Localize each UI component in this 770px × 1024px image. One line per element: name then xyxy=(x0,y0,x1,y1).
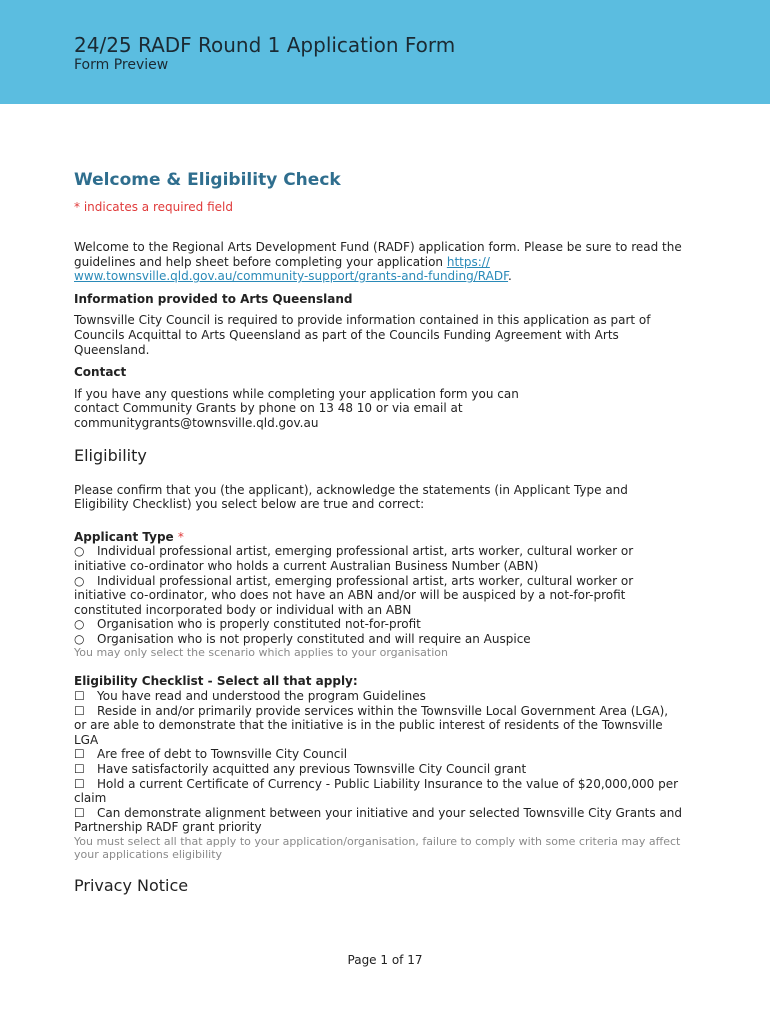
radio-icon[interactable]: ○ xyxy=(74,573,85,588)
radio-icon[interactable]: ○ xyxy=(74,544,85,559)
checklist-label: Eligibility Checklist - Select all that apply: xyxy=(74,674,358,689)
info-text: Townsville City Council is required to provide information contained in this application as part of Councils Acquittal to Arts Queensland as part of the Councils Funding Agreement with Arts Queensland. xyxy=(74,313,651,357)
required-star: * xyxy=(177,529,184,544)
page-number: Page 1 of 17 xyxy=(347,953,423,967)
checkbox-icon[interactable]: ☐ xyxy=(74,703,85,718)
applicant-type-option[interactable]: ○ Individual professional artist, emerging professional artist, arts worker, cultural worker or initiative co-ordinator, who does not have an ABN and/or will be auspiced by a not-for-profit constituted incorporated body or individual with an ABN xyxy=(74,573,634,617)
welcome-title: Welcome & Eligibility Check xyxy=(74,170,341,190)
header-banner xyxy=(0,0,770,104)
checklist-item[interactable]: ☐ Have satisfactorily acquitted any previous Townsville City Council grant xyxy=(74,762,527,777)
eligibility-intro: Please confirm that you (the applicant), acknowledge the statements (in Applicant Type and Eligibility Checklist) you select below are true and correct: xyxy=(74,482,628,512)
checklist-item[interactable]: ☐ Hold a current Certificate of Currency - Public Liability Insurance to the value of $20,000,000 per claim xyxy=(74,776,679,806)
checkbox-icon[interactable]: ☐ xyxy=(74,805,85,820)
checklist-options xyxy=(74,689,684,835)
checklist-item[interactable]: ☐ Can demonstrate alignment between your initiative and your selected Townsville City Grants and Partnership RADF grant priority xyxy=(74,805,683,835)
checkbox-icon[interactable]: ☐ xyxy=(74,747,85,762)
applicant-type-options xyxy=(74,544,684,646)
welcome-intro: Welcome to the Regional Arts Development Fund (RADF) application form. Please be sure to read the guidelines and help sheet before completing your application https:// www.townsville.qld.gov.au/community-support/grants-and-funding/RADF. xyxy=(74,240,682,284)
privacy-title: Privacy Notice xyxy=(74,876,189,895)
radio-icon[interactable]: ○ xyxy=(74,617,85,632)
checklist-hint: You must select all that apply to your application/organisation, failure to comply with some criteria may affect your applications eligibility xyxy=(74,835,681,861)
applicant-type-option[interactable]: ○ Organisation who is properly constituted not-for-profit xyxy=(74,617,421,632)
form-subtitle: Form Preview xyxy=(74,57,169,73)
checklist-item[interactable]: ☐ You have read and understood the program Guidelines xyxy=(74,689,426,704)
checklist-item[interactable]: ☐ Are free of debt to Townsville City Council xyxy=(74,747,348,762)
form-content xyxy=(74,170,684,895)
applicant-type-label: Applicant Type * xyxy=(74,529,184,544)
contact-text: If you have any questions while completing your application form you can contact Community Grants by phone on 13 48 10 or via email at communitygrants@townsville.qld.gov.au xyxy=(74,386,519,430)
checklist-item[interactable]: ☐ Reside in and/or primarily provide services within the Townsville Local Government Area (LGA), or are able to demonstrate that the initiative is in the public interest of residents of the Townsville LGA xyxy=(74,703,669,747)
checkbox-icon[interactable]: ☐ xyxy=(74,689,85,704)
required-field-note: * indicates a required field xyxy=(74,200,233,214)
contact-heading: Contact xyxy=(74,365,127,380)
form-title: 24/25 RADF Round 1 Application Form xyxy=(74,33,456,57)
applicant-type-hint: You may only select the scenario which applies to your organisation xyxy=(74,646,448,660)
radf-link[interactable]: https:// www.townsville.qld.gov.au/community-support/grants-and-funding/RADF xyxy=(74,254,509,284)
radio-icon[interactable]: ○ xyxy=(74,631,85,646)
checkbox-icon[interactable]: ☐ xyxy=(74,762,85,777)
applicant-type-option[interactable]: ○ Individual professional artist, emerging professional artist, arts worker, cultural worker or initiative co-ordinator who holds a current Australian Business Number (ABN) xyxy=(74,544,634,573)
info-heading: Information provided to Arts Queensland xyxy=(74,291,353,306)
eligibility-title: Eligibility xyxy=(74,445,147,465)
applicant-type-option[interactable]: ○ Organisation who is not properly constituted and will require an Auspice xyxy=(74,631,531,646)
checkbox-icon[interactable]: ☐ xyxy=(74,776,85,791)
